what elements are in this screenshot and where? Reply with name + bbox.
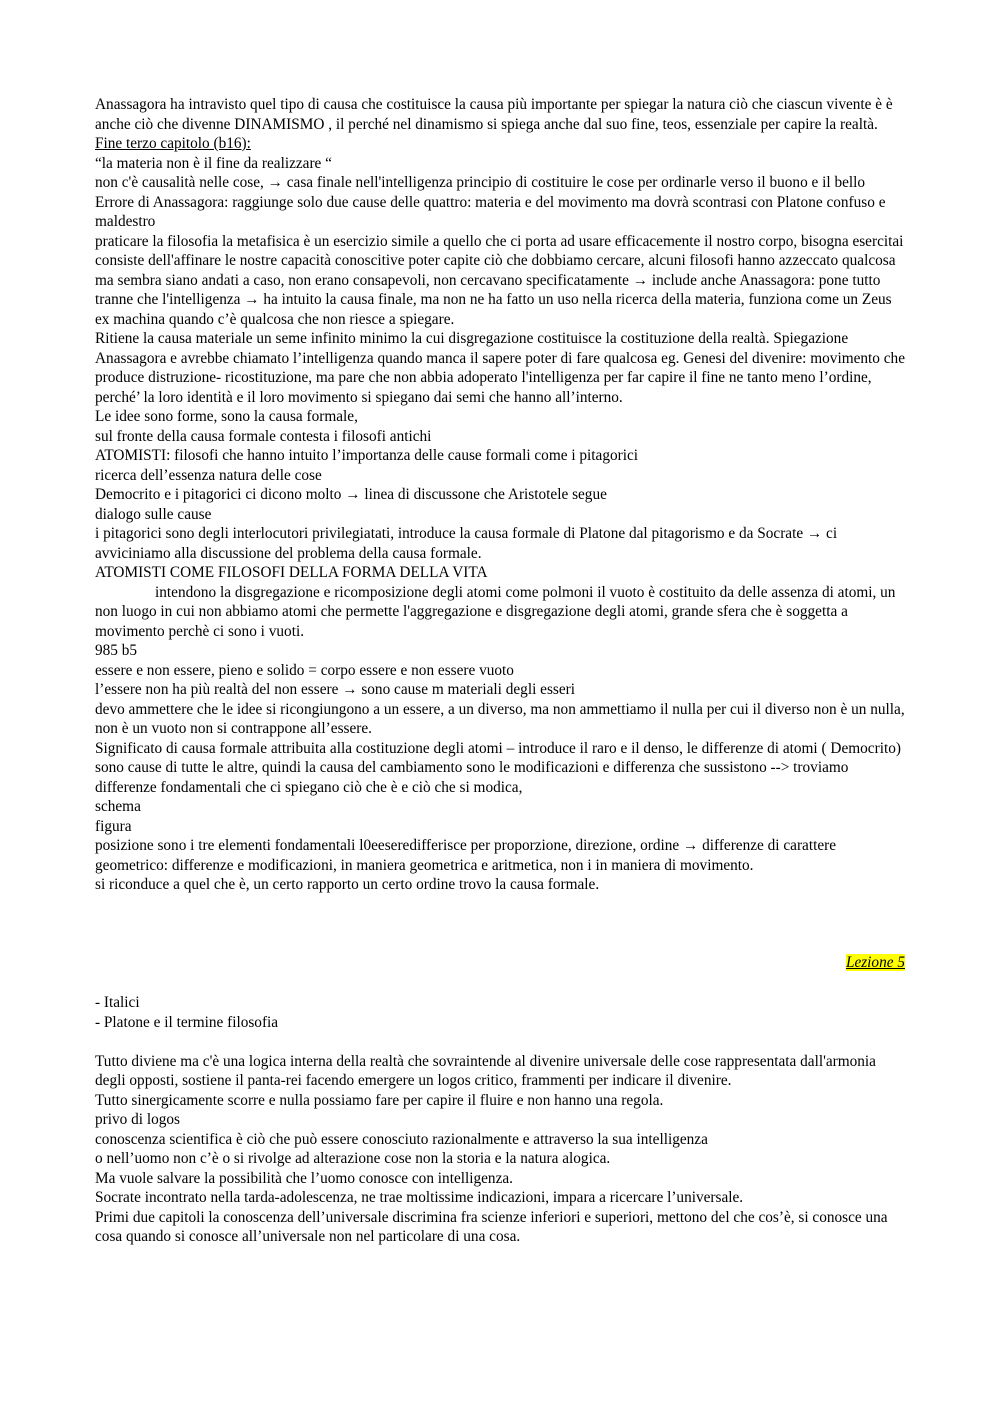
paragraph: Le idee sono forme, sono la causa formale, <box>95 408 358 425</box>
paragraph: Tutto diviene ma c'è una logica interna della realtà che sovraintende al divenire universale delle cose rappresentata dall'armonia degli opposti, sostiene il panta-rei facendo emergere un logos critico, frammenti per indicare il divenire. <box>95 1052 876 1089</box>
paragraph: posizione sono i tre elementi fondamentali l0eeseredifferisce per proporzione, direzione, ordine → differenze di carattere geometrico: differenze e modificazioni, in maniera geometrica e aritmetica, non i in maniera di movimento. <box>95 837 837 874</box>
paragraph: devo ammettere che le idee si ricongiungono a un essere, a un diverso, ma non ammettiamo il nulla per cui il diverso non è un nulla, non è un vuoto non si contrappone all’essere. <box>95 700 905 737</box>
paragraph: Significato di causa formale attribuita alla costituzione degli atomi – introduce il raro e il denso, le differenze di atomi ( Democrito) sono cause di tutte le altre, quindi la causa del cambiamento sono le modificazioni e differenza che sussistono --> troviamo differenze fondamentali che ci spiegano ciò che è e ciò che si modica, <box>95 739 901 796</box>
paragraph: intendono la disgregazione e ricomposizione degli atomi come polmoni il vuoto è costituito da delle assenza di atomi, un non luogo in cui non abbiamo atomi che permette l'aggregazione e disgregazione degli atomi, grande sfera che è soggetta a movimento perchè ci sono i vuoti. <box>95 583 896 640</box>
paragraph: conoscenza scientifica è ciò che può essere conosciuto razionalmente e attraverso la sua intelligenza <box>95 1130 708 1148</box>
lesson-topics-list <box>95 993 905 1032</box>
list-item: - Platone e il termine filosofia <box>95 1013 279 1031</box>
section-notes-part2 <box>95 1052 905 1247</box>
paragraph: Tutto sinergicamente scorre e nulla possiamo fare per capire il fluire e non hanno una regola. <box>95 1091 664 1109</box>
paragraph: l’essere non ha più realtà del non essere → sono cause m materiali degli esseri <box>95 681 575 698</box>
paragraph: privo di logos <box>95 1111 180 1128</box>
lesson-title: Lezione 5 <box>845 953 905 971</box>
paragraph: sul fronte della causa formale contesta i filosofi antichi <box>95 427 432 445</box>
paragraph-spacer <box>95 1032 905 1052</box>
section-notes-part1 <box>95 95 905 895</box>
paragraph: ATOMISTI: filosofi che hanno intuito l’importanza delle cause formali come i pitagorici <box>95 447 639 464</box>
document-page <box>95 95 905 1247</box>
paragraph: “la materia non è il fine da realizzare “ <box>95 154 332 172</box>
paragraph: Ma vuole salvare la possibilità che l’uomo conosce con intelligenza. <box>95 1169 513 1187</box>
paragraph: Ritiene la causa materiale un seme infinito minimo la cui disgregazione costituisce la costituzione della realtà. Spiegazione Anassagora e avrebbe chiamato l’intelligenza quando manca il sapere poter di fare qualcosa eg. Genesi del divenire: movimento che produce distruzione- ricostituzione, ma pare che non abbia adoperato l'intelligenza per far capire il fine ne tanto meno l’ordine, perché’ la loro identità e il loro movimento si spiegano dai semi che hanno all’interno. <box>95 330 905 406</box>
paragraph: figura <box>95 817 132 835</box>
reference-label: 985 b5 <box>95 642 138 659</box>
paragraph: dialogo sulle cause <box>95 505 212 523</box>
chapter-end-heading: Fine terzo capitolo (b16): <box>95 135 251 152</box>
paragraph: essere e non essere, pieno e solido = corpo essere e non essere vuoto <box>95 661 514 679</box>
lesson-heading-row <box>95 953 905 973</box>
paragraph: Socrate incontrato nella tarda-adolescenza, ne trae moltissime indicazioni, impara a ricercare l’universale. <box>95 1189 744 1206</box>
paragraph: Democrito e i pitagorici ci dicono molto → linea di discussone che Aristotele segue <box>95 486 607 503</box>
paragraph: ricerca dell’essenza natura delle cose <box>95 466 322 484</box>
paragraph: si riconduce a quel che è, un certo rapporto un certo ordine trovo la causa formale. <box>95 876 600 893</box>
paragraph: Primi due capitoli la conoscenza dell’universale discrimina fra scienze inferiori e superiori, mettono del che cos’è, si conosce una cosa quando si conosce all’universale non nel particolare di una cosa. <box>95 1208 888 1245</box>
paragraph: o nell’uomo non c’è o si rivolge ad alterazione cose non la storia e la natura alogica. <box>95 1150 611 1167</box>
paragraph: i pitagorici sono degli interlocutori privilegiatati, introduce la causa formale di Platone dal pitagorismo e da Socrate → ci avviciniamo alla discussione del problema della causa formale. <box>95 525 838 562</box>
paragraph: Errore di Anassagora: raggiunge solo due cause delle quattro: materia e del movimento ma dovrà scontrasi con Platone confuso e maldestro <box>95 193 886 230</box>
paragraph: schema <box>95 798 141 815</box>
paragraph: non c'è causalità nelle cose, → casa finale nell'intelligenza principio di costituire le cose per ordinarle verso il buono e il bello <box>95 174 866 191</box>
paragraph: praticare la filosofia la metafisica è un esercizio simile a quello che ci porta ad usare efficacemente il nostro corpo, bisogna esercitai consiste dell'affinare le nostre capacità conoscitive poter capite ciò che dobbiamo cercare, alcuni filosofi hanno azzeccato qualcosa ma sembra siano andati a caso, non erano consapevoli, non cercavano specificatamente → include anche Anassagora: pone tutto tranne che l'intelligenza → ha intuito la causa finale, ma non ne ha fatto un uso nella ricerca della materia, funziona come un Zeus ex machina quando c’è qualcosa che non riesce a spiegare. <box>95 232 904 328</box>
list-item: - Italici <box>95 994 140 1011</box>
paragraph: Anassagora ha intravisto quel tipo di causa che costituisce la causa più importante per spiegar la natura ciò che ciascun vivente è è anche ciò che divenne DINAMISMO , il perché nel dinamismo si spiega anche dal suo fine, teos, essenziale per capire la realtà. <box>95 96 893 133</box>
section-heading: ATOMISTI COME FILOSOFI DELLA FORMA DELLA VITA <box>95 564 488 581</box>
